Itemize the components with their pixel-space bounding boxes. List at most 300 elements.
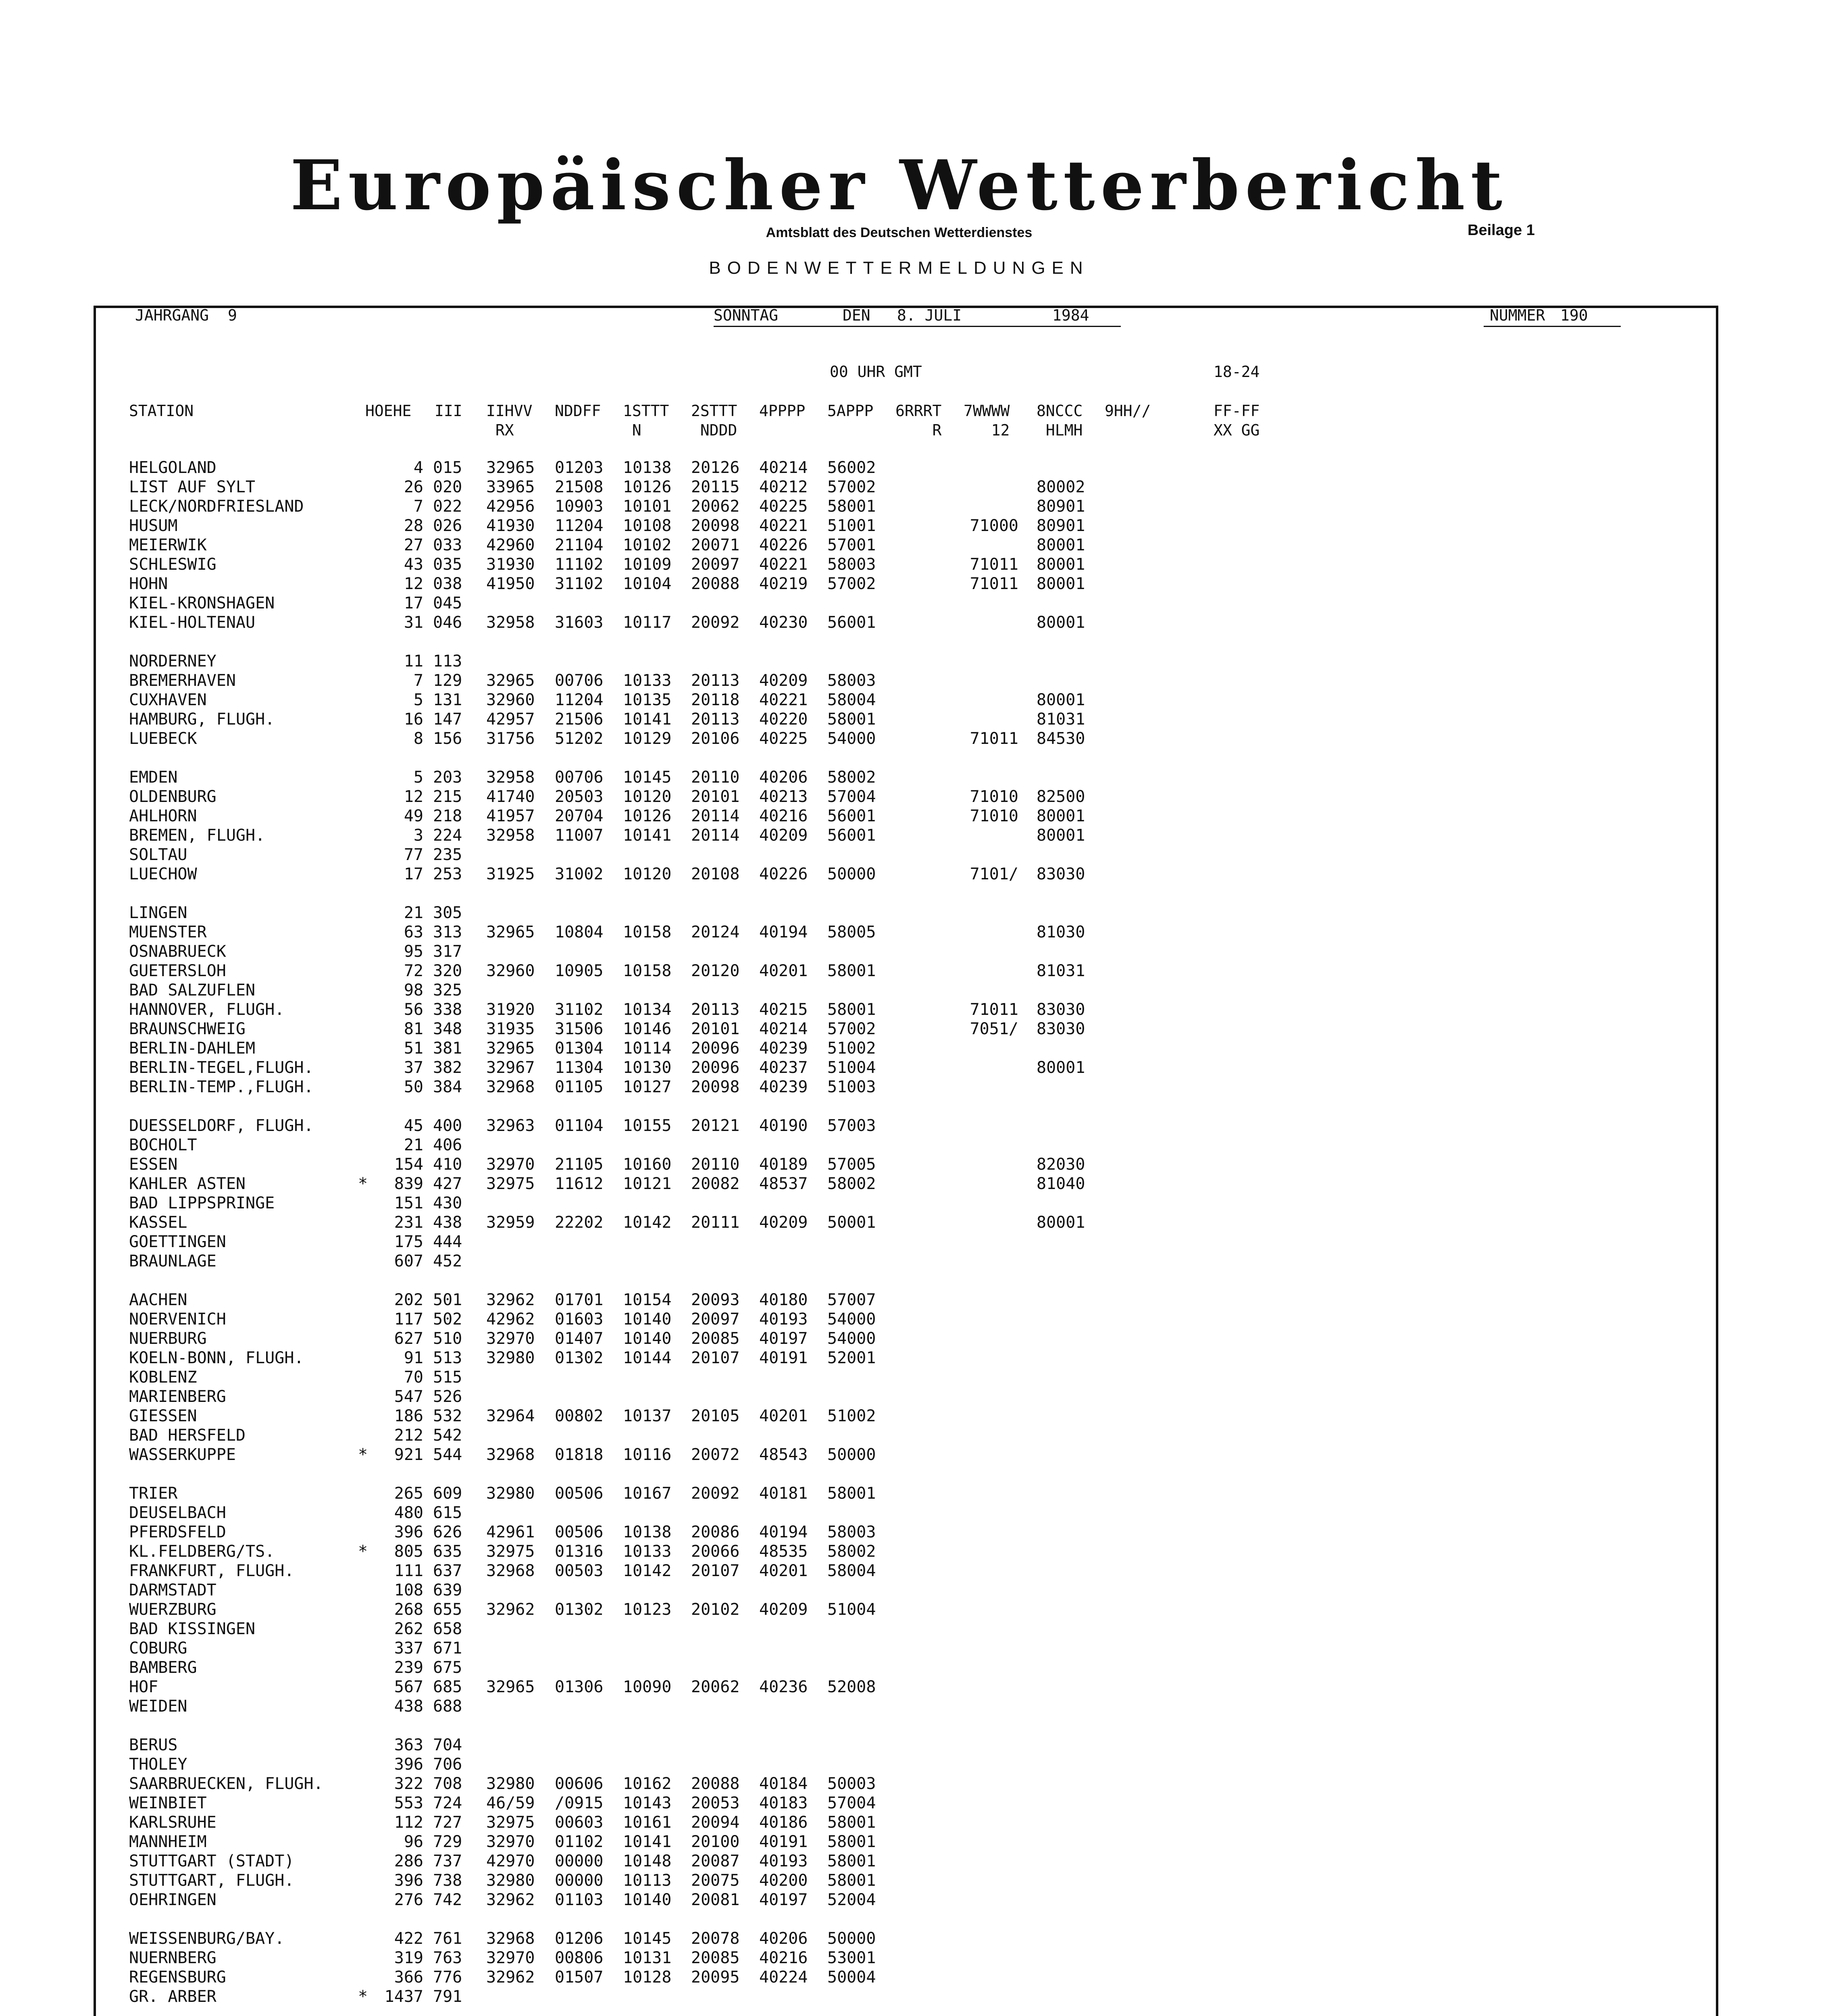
cell-station: LINGEN [129, 904, 187, 922]
cell-g1: 32970 [486, 1329, 535, 1348]
cell-g1: 32980 [486, 1349, 535, 1367]
cell-iii: 444 [433, 1233, 462, 1251]
cell-hoehe: 154 [394, 1155, 423, 1174]
cell-station: PFERDSFELD [129, 1523, 226, 1541]
cell-station: KIEL-HOLTENAU [129, 613, 256, 632]
cell-g2: 01818 [555, 1445, 604, 1464]
cell-g8: 80001 [1037, 691, 1085, 709]
nummer-value: 190 [1560, 306, 1588, 324]
cell-iii: 045 [433, 594, 462, 612]
cell-g5: 40197 [759, 1329, 808, 1348]
cell-g8: 83030 [1037, 1000, 1085, 1019]
cell-hoehe: 212 [394, 1426, 423, 1445]
cell-g6: 52004 [827, 1891, 876, 1909]
cell-g2: 21506 [555, 710, 604, 729]
cell-g5: 40183 [759, 1794, 808, 1812]
cell-station: KOBLENZ [129, 1368, 197, 1387]
cell-g2: 21104 [555, 536, 604, 554]
cell-g2: 00706 [555, 768, 604, 787]
cell-station: HANNOVER, FLUGH. [129, 1000, 285, 1019]
cell-iii: 513 [433, 1349, 462, 1367]
cell-iii: 515 [433, 1368, 462, 1387]
cell-iii: 317 [433, 942, 462, 961]
cell-g7: 71000 [970, 516, 1018, 535]
cell-g6: 52001 [827, 1349, 876, 1367]
cell-g5: 48543 [759, 1445, 808, 1464]
cell-station: WEINBIET [129, 1794, 207, 1812]
cell-hoehe: 21 [404, 1136, 423, 1154]
col-header-iii: III [435, 402, 462, 420]
cell-g3: 10145 [623, 768, 672, 787]
section-title: BODENWETTERMELDUNGEN [709, 258, 1089, 278]
col-header-hoehe: HOEHE [365, 402, 412, 420]
cell-marker: * [358, 1445, 368, 1464]
cell-iii: 635 [433, 1542, 462, 1561]
cell-iii: 791 [433, 1987, 462, 2006]
cell-g6: 58001 [827, 1484, 876, 1503]
cell-g4: 20110 [691, 768, 740, 787]
cell-g5: 40189 [759, 1155, 808, 1174]
cell-g5: 40209 [759, 671, 808, 690]
cell-g1: 32980 [486, 1484, 535, 1503]
cell-hoehe: 366 [394, 1968, 423, 1987]
nummer-label: NUMMER [1490, 306, 1545, 324]
cell-g3: 10155 [623, 1116, 672, 1135]
year-value: 1984 [1052, 306, 1089, 324]
cell-iii: 526 [433, 1387, 462, 1406]
cell-iii: 544 [433, 1445, 462, 1464]
cell-iii: 639 [433, 1581, 462, 1599]
cell-iii: 738 [433, 1871, 462, 1890]
cell-g5: 40184 [759, 1774, 808, 1793]
cell-iii: 761 [433, 1929, 462, 1948]
cell-iii: 776 [433, 1968, 462, 1987]
cell-station: HOHN [129, 575, 168, 593]
cell-g2: 31603 [555, 613, 604, 632]
cell-g6: 57007 [827, 1291, 876, 1309]
cell-g4: 20072 [691, 1445, 740, 1464]
cell-g6: 58001 [827, 1852, 876, 1870]
cell-g5: 40201 [759, 962, 808, 980]
cell-g1: 41957 [486, 807, 535, 825]
cell-iii: 655 [433, 1600, 462, 1619]
cell-g1: 32980 [486, 1871, 535, 1890]
cell-station: MARIENBERG [129, 1387, 226, 1406]
cell-g4: 20066 [691, 1542, 740, 1561]
cell-g4: 20114 [691, 826, 740, 845]
cell-g2: 31102 [555, 575, 604, 593]
cell-station: LUECHOW [129, 865, 197, 883]
cell-g8: 80001 [1037, 807, 1085, 825]
cell-g6: 58001 [827, 1000, 876, 1019]
cell-g4: 20086 [691, 1523, 740, 1541]
cell-station: DUESSELDORF, FLUGH. [129, 1116, 314, 1135]
cell-g1: 42961 [486, 1523, 535, 1541]
cell-g5: 40209 [759, 1213, 808, 1232]
cell-iii: 626 [433, 1523, 462, 1541]
cell-g2: 00806 [555, 1949, 604, 1967]
cell-station: HELGOLAND [129, 458, 217, 477]
cell-station: STUTTGART, FLUGH. [129, 1871, 294, 1890]
cell-hoehe: 72 [404, 962, 423, 980]
cell-g1: 42956 [486, 497, 535, 516]
cell-iii: 737 [433, 1852, 462, 1870]
cell-station: REGENSBURG [129, 1968, 226, 1987]
cell-g1: 32965 [486, 671, 535, 690]
cell-g4: 20113 [691, 1000, 740, 1019]
cell-g7: 71010 [970, 807, 1018, 825]
cell-hoehe: 1437 [384, 1987, 423, 2006]
cell-station: LUEBECK [129, 729, 197, 748]
cell-g1: 32980 [486, 1774, 535, 1793]
cell-g7: 71010 [970, 787, 1018, 806]
cell-g2: 00000 [555, 1871, 604, 1890]
cell-g5: 40206 [759, 1929, 808, 1948]
cell-g2: 00506 [555, 1484, 604, 1503]
cell-g6: 58002 [827, 1542, 876, 1561]
cell-g8: 80901 [1037, 516, 1085, 535]
cell-g8: 80001 [1037, 536, 1085, 554]
cell-g3: 10146 [623, 1020, 672, 1038]
cell-g6: 52008 [827, 1678, 876, 1696]
cell-hoehe: 5 [413, 691, 423, 709]
cell-g1: 32964 [486, 1407, 535, 1425]
cell-hoehe: 839 [394, 1175, 423, 1193]
cell-g4: 20096 [691, 1039, 740, 1058]
cell-station: KIEL-KRONSHAGEN [129, 594, 275, 612]
cell-g6: 54000 [827, 1329, 876, 1348]
cell-marker: * [358, 1175, 368, 1193]
cell-g1: 46/59 [486, 1794, 535, 1812]
cell-g3: 10104 [623, 575, 672, 593]
header-rule [714, 326, 1121, 327]
cell-hoehe: 17 [404, 865, 423, 883]
cell-g2: 11304 [555, 1058, 604, 1077]
cell-g3: 10140 [623, 1329, 672, 1348]
cell-station: BERLIN-TEMP.,FLUGH. [129, 1078, 314, 1096]
cell-g2: 01304 [555, 1039, 604, 1058]
cell-g1: 31925 [486, 865, 535, 883]
jahrgang-label: JAHRGANG [135, 306, 209, 324]
cell-hoehe: 91 [404, 1349, 423, 1367]
cell-station: KL.FELDBERG/TS. [129, 1542, 275, 1561]
cell-g3: 10129 [623, 729, 672, 748]
col-header-ff: FF-FF XX GG [1214, 402, 1260, 439]
cell-g6: 58001 [827, 1871, 876, 1890]
cell-g4: 20100 [691, 1833, 740, 1851]
col-header-8nccc: 8NCCC HLMH [1037, 402, 1083, 439]
cell-hoehe: 8 [413, 729, 423, 748]
cell-g1: 31756 [486, 729, 535, 748]
cell-g1: 31920 [486, 1000, 535, 1019]
col-header-5appp: 5APPP [827, 402, 874, 420]
cell-hoehe: 45 [404, 1116, 423, 1135]
cell-g6: 58001 [827, 1833, 876, 1851]
cell-station: LIST AUF SYLT [129, 478, 256, 496]
cell-g5: 48537 [759, 1175, 808, 1193]
cell-g1: 41740 [486, 787, 535, 806]
cell-iii: 400 [433, 1116, 462, 1135]
cell-hoehe: 438 [394, 1697, 423, 1716]
cell-g2: 01105 [555, 1078, 604, 1096]
cell-station: KASSEL [129, 1213, 187, 1232]
cell-iii: 035 [433, 555, 462, 574]
cell-g6: 58003 [827, 1523, 876, 1541]
cell-g5: 40201 [759, 1407, 808, 1425]
cell-station: BOCHOLT [129, 1136, 197, 1154]
cell-station: WEIDEN [129, 1697, 187, 1716]
cell-g3: 10141 [623, 1833, 672, 1851]
cell-station: WASSERKUPPE [129, 1445, 236, 1464]
cell-hoehe: 363 [394, 1736, 423, 1754]
cell-g3: 10160 [623, 1155, 672, 1174]
cell-g8: 80002 [1037, 478, 1085, 496]
cell-g5: 40221 [759, 555, 808, 574]
cell-station: CUXHAVEN [129, 691, 207, 709]
cell-hoehe: 480 [394, 1504, 423, 1522]
cell-g2: 01104 [555, 1116, 604, 1135]
cell-g2: 01701 [555, 1291, 604, 1309]
cell-iii: 406 [433, 1136, 462, 1154]
cell-g6: 57002 [827, 478, 876, 496]
col-header-nddff: NDDFF [555, 402, 601, 420]
cell-station: BAD KISSINGEN [129, 1620, 256, 1638]
cell-g3: 10109 [623, 555, 672, 574]
cell-g1: 32975 [486, 1175, 535, 1193]
cell-hoehe: 117 [394, 1310, 423, 1329]
cell-g6: 50004 [827, 1968, 876, 1987]
cell-hoehe: 422 [394, 1929, 423, 1948]
cell-iii: 510 [433, 1329, 462, 1348]
cell-g8: 80001 [1037, 613, 1085, 632]
cell-g2: 22202 [555, 1213, 604, 1232]
cell-g3: 10142 [623, 1562, 672, 1580]
cell-g2: 01507 [555, 1968, 604, 1987]
cell-g3: 10101 [623, 497, 672, 516]
cell-g4: 20062 [691, 497, 740, 516]
cell-hoehe: 63 [404, 923, 423, 941]
cell-g4: 20108 [691, 865, 740, 883]
cell-g2: 01316 [555, 1542, 604, 1561]
cell-g5: 40212 [759, 478, 808, 496]
observation-time: 00 UHR GMT [830, 363, 922, 381]
cell-g4: 20087 [691, 1852, 740, 1870]
cell-g2: 20704 [555, 807, 604, 825]
cell-g6: 58004 [827, 1562, 876, 1580]
cell-hoehe: 396 [394, 1755, 423, 1774]
date-label: DEN [843, 306, 870, 324]
cell-g1: 32959 [486, 1213, 535, 1232]
cell-iii: 685 [433, 1678, 462, 1696]
cell-g2: 00603 [555, 1813, 604, 1832]
cell-iii: 020 [433, 478, 462, 496]
cell-g6: 58004 [827, 691, 876, 709]
cell-station: BERLIN-DAHLEM [129, 1039, 256, 1058]
cell-iii: 253 [433, 865, 462, 883]
cell-g5: 40213 [759, 787, 808, 806]
cell-g3: 10135 [623, 691, 672, 709]
col-header-1sttt: 1STTT N [623, 402, 669, 439]
col-header-9hh: 9HH// [1105, 402, 1151, 420]
cell-station: LECK/NORDFRIESLAND [129, 497, 304, 516]
cell-station: GIESSEN [129, 1407, 197, 1425]
cell-hoehe: 322 [394, 1774, 423, 1793]
cell-station: DARMSTADT [129, 1581, 217, 1599]
cell-g6: 50000 [827, 1929, 876, 1948]
cell-g5: 40193 [759, 1852, 808, 1870]
cell-hoehe: 111 [394, 1562, 423, 1580]
cell-g5: 40220 [759, 710, 808, 729]
cell-g1: 33965 [486, 478, 535, 496]
cell-iii: 156 [433, 729, 462, 748]
cell-g1: 32958 [486, 613, 535, 632]
cell-hoehe: 396 [394, 1523, 423, 1541]
cell-g4: 20118 [691, 691, 740, 709]
cell-iii: 218 [433, 807, 462, 825]
cell-g4: 20093 [691, 1291, 740, 1309]
cell-g2: 00706 [555, 671, 604, 690]
cell-iii: 706 [433, 1755, 462, 1774]
cell-g4: 20053 [691, 1794, 740, 1812]
cell-g1: 32962 [486, 1600, 535, 1619]
cell-station: NORDERNEY [129, 652, 217, 671]
cell-g6: 56001 [827, 613, 876, 632]
cell-iii: 427 [433, 1175, 462, 1193]
cell-marker: * [358, 1542, 368, 1561]
cell-station: SOLTAU [129, 846, 187, 864]
cell-hoehe: 5 [413, 768, 423, 787]
cell-iii: 338 [433, 1000, 462, 1019]
cell-g1: 41950 [486, 575, 535, 593]
cell-g3: 10158 [623, 962, 672, 980]
cell-hoehe: 319 [394, 1949, 423, 1967]
cell-g1: 32958 [486, 826, 535, 845]
cell-station: WEISSENBURG/BAY. [129, 1929, 285, 1948]
cell-g1: 32960 [486, 962, 535, 980]
cell-g8: 82500 [1037, 787, 1085, 806]
cell-g3: 10137 [623, 1407, 672, 1425]
cell-hoehe: 151 [394, 1194, 423, 1212]
cell-g4: 20110 [691, 1155, 740, 1174]
cell-g6: 51002 [827, 1039, 876, 1058]
cell-g4: 20097 [691, 1310, 740, 1329]
cell-hoehe: 70 [404, 1368, 423, 1387]
cell-g3: 10123 [623, 1600, 672, 1619]
cell-g5: 40219 [759, 575, 808, 593]
cell-g8: 80001 [1037, 575, 1085, 593]
cell-station: BAD LIPPSPRINGE [129, 1194, 275, 1212]
cell-station: BREMEN, FLUGH. [129, 826, 265, 845]
cell-g1: 32975 [486, 1813, 535, 1832]
cell-station: MUENSTER [129, 923, 207, 941]
cell-g5: 40214 [759, 1020, 808, 1038]
cell-g2: 01102 [555, 1833, 604, 1851]
cell-station: BRAUNLAGE [129, 1252, 217, 1270]
cell-iii: 131 [433, 691, 462, 709]
cell-g6: 58002 [827, 768, 876, 787]
cell-g3: 10145 [623, 1929, 672, 1948]
cell-hoehe: 98 [404, 981, 423, 1000]
cell-g6: 51004 [827, 1058, 876, 1077]
cell-g3: 10161 [623, 1813, 672, 1832]
cell-g5: 40201 [759, 1562, 808, 1580]
cell-g1: 32967 [486, 1058, 535, 1077]
cell-hoehe: 4 [413, 458, 423, 477]
cell-hoehe: 12 [404, 575, 423, 593]
cell-g2: 11612 [555, 1175, 604, 1193]
cell-g1: 32962 [486, 1291, 535, 1309]
cell-station: BAD HERSFELD [129, 1426, 246, 1445]
cell-iii: 438 [433, 1213, 462, 1232]
cell-station: NUERNBERG [129, 1949, 217, 1967]
cell-hoehe: 286 [394, 1852, 423, 1870]
cell-g6: 56001 [827, 807, 876, 825]
cell-g2: 01206 [555, 1929, 604, 1948]
supplement-label: Beilage 1 [1468, 222, 1535, 239]
cell-g4: 20095 [691, 1968, 740, 1987]
cell-g6: 58001 [827, 497, 876, 516]
cell-g8: 82030 [1037, 1155, 1085, 1174]
cell-g3: 10102 [623, 536, 672, 554]
cell-g8: 80001 [1037, 826, 1085, 845]
weekday: SONNTAG [714, 306, 779, 324]
col-header-iihvv: IIHVV RX [486, 402, 533, 439]
cell-g2: 21508 [555, 478, 604, 496]
cell-g3: 10121 [623, 1175, 672, 1193]
cell-g1: 32970 [486, 1949, 535, 1967]
cell-g3: 10144 [623, 1349, 672, 1367]
cell-iii: 675 [433, 1658, 462, 1677]
time-range: 18-24 [1214, 363, 1260, 381]
cell-g1: 32970 [486, 1833, 535, 1851]
cell-g2: 00506 [555, 1523, 604, 1541]
cell-g6: 50001 [827, 1213, 876, 1232]
cell-g6: 50000 [827, 865, 876, 883]
cell-g4: 20085 [691, 1949, 740, 1967]
cell-g7: 71011 [970, 575, 1018, 593]
cell-g3: 10162 [623, 1774, 672, 1793]
cell-g6: 56001 [827, 826, 876, 845]
cell-station: AACHEN [129, 1291, 187, 1309]
cell-iii: 410 [433, 1155, 462, 1174]
cell-g2: 20503 [555, 787, 604, 806]
cell-iii: 609 [433, 1484, 462, 1503]
cell-iii: 129 [433, 671, 462, 690]
cell-g3: 10143 [623, 1794, 672, 1812]
cell-g1: 41930 [486, 516, 535, 535]
cell-g4: 20120 [691, 962, 740, 980]
col-header-6rrrt: 6RRRT R [895, 402, 942, 439]
cell-iii: 615 [433, 1504, 462, 1522]
cell-station: NUERBURG [129, 1329, 207, 1348]
cell-station: COBURG [129, 1639, 187, 1658]
cell-station: HOF [129, 1678, 158, 1696]
cell-station: MEIERWIK [129, 536, 207, 554]
cell-g6: 57004 [827, 1794, 876, 1812]
cell-g7: 71011 [970, 555, 1018, 574]
cell-hoehe: 567 [394, 1678, 423, 1696]
cell-g5: 40216 [759, 1949, 808, 1967]
cell-g2: 01407 [555, 1329, 604, 1348]
cell-g8: 81030 [1037, 923, 1085, 941]
cell-iii: 708 [433, 1774, 462, 1793]
cell-g1: 31935 [486, 1020, 535, 1038]
cell-iii: 147 [433, 710, 462, 729]
cell-hoehe: 77 [404, 846, 423, 864]
cell-g2: 11102 [555, 555, 604, 574]
cell-g5: 40225 [759, 497, 808, 516]
cell-g6: 58001 [827, 710, 876, 729]
